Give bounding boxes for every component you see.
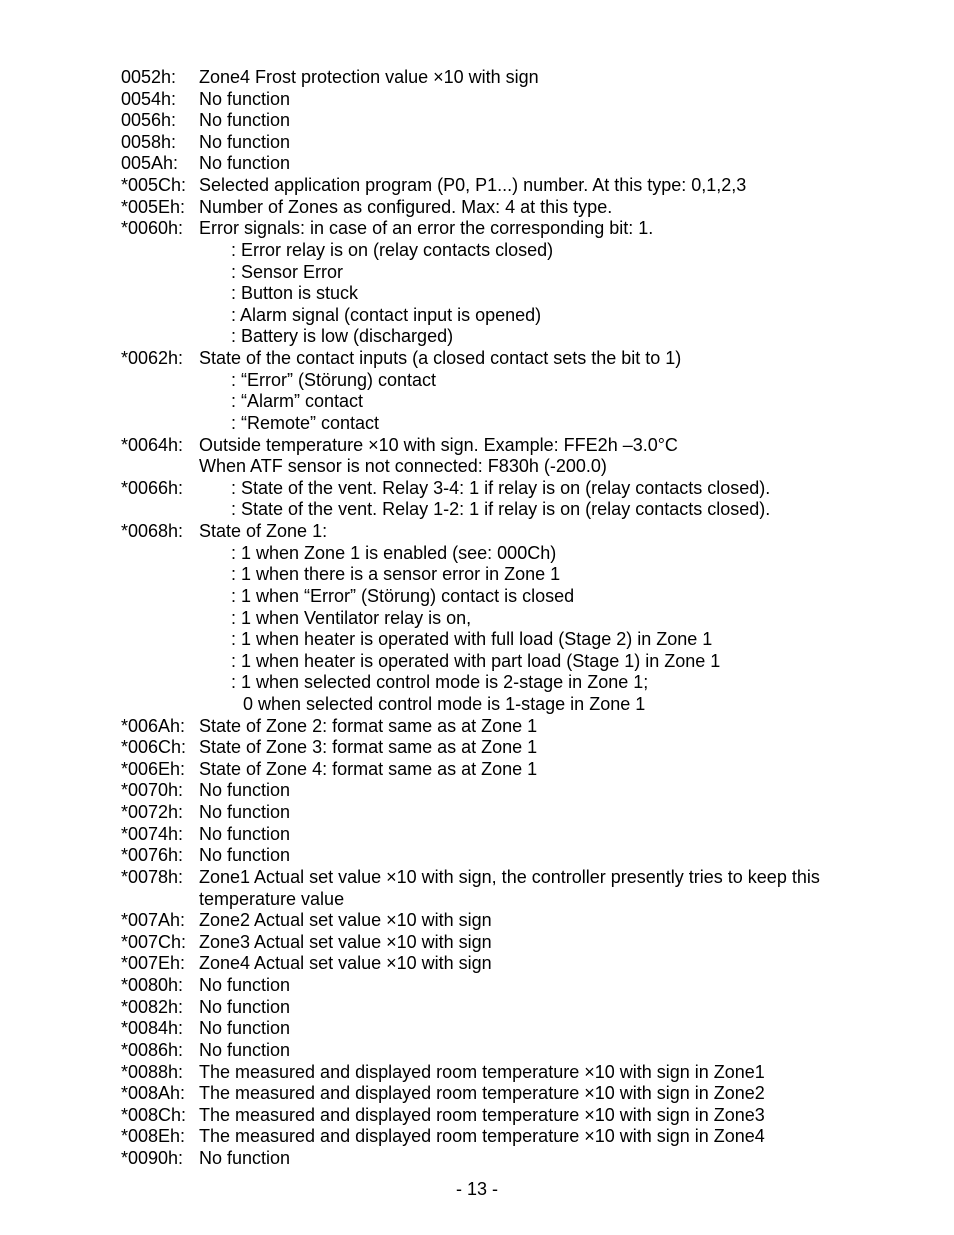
register-address: *0084h: — [121, 1018, 184, 1039]
register-description: When ATF sensor is not connected: F830h (-200.0) — [199, 456, 607, 477]
register-line — [0, 455, 954, 477]
register-address: *0062h: — [121, 348, 184, 369]
page-number: - 13 - — [455, 1179, 498, 1199]
bit-description: : Sensor Error — [231, 261, 344, 282]
register-description: State of Zone 4: format same as at Zone 1 — [199, 758, 538, 779]
bit-description: : Error relay is on (relay contacts closed) — [231, 239, 554, 260]
bit-description: : 1 when “Error” (Störung) contact is closed — [231, 585, 575, 606]
register-line — [0, 282, 954, 304]
register-description: Zone3 Actual set value ×10 with sign — [199, 931, 492, 952]
register-line — [0, 715, 954, 737]
bit-description: : 1 when Zone 1 is enabled (see: 000Ch) — [231, 542, 557, 563]
register-line — [0, 88, 954, 110]
register-line — [0, 347, 954, 369]
register-line — [0, 952, 954, 974]
register-address: *006Ch: — [121, 737, 187, 758]
register-description: State of Zone 1: — [199, 521, 328, 542]
register-line — [0, 217, 954, 239]
bit-description: : Battery is low (discharged) — [231, 326, 454, 347]
register-description: The measured and displayed room temperature ×10 with sign in Zone3 — [199, 1104, 765, 1125]
register-address: 0058h: — [121, 131, 177, 152]
register-address: *007Eh: — [121, 953, 186, 974]
bit-description: : 1 when Ventilator relay is on, — [231, 607, 472, 628]
register-line — [0, 131, 954, 153]
register-address: *0064h: — [121, 434, 184, 455]
register-line — [0, 1147, 954, 1169]
register-address: *0090h: — [121, 1148, 184, 1168]
register-line — [0, 239, 954, 261]
register-line — [0, 477, 954, 499]
bit-description: : Button is stuck — [231, 283, 359, 304]
bit-description: : 1 when there is a sensor error in Zone 1 — [231, 564, 561, 585]
register-address: *006Ah: — [121, 715, 186, 736]
register-line — [0, 671, 954, 693]
register-description: State of Zone 3: format same as at Zone 1 — [199, 737, 538, 758]
register-line — [0, 736, 954, 758]
register-line — [0, 412, 954, 434]
bit-description: : “Error” (Störung) contact — [231, 369, 437, 390]
register-description: Zone2 Actual set value ×10 with sign — [199, 910, 492, 931]
register-description: Selected application program (P0, P1...) number. At this type: 0,1,2,3 — [199, 175, 747, 196]
register-line — [0, 909, 954, 931]
bit-description: : State of the vent. Relay 3-4: 1 if relay is on (relay contacts closed). — [231, 477, 771, 498]
register-description: The measured and displayed room temperature ×10 with sign in Zone2 — [199, 1083, 765, 1104]
register-line — [0, 888, 954, 910]
register-address: 0054h: — [121, 88, 177, 109]
register-line — [0, 66, 954, 88]
register-address: *0068h: — [121, 521, 184, 542]
register-line — [0, 304, 954, 326]
register-line — [0, 542, 954, 564]
register-description: Number of Zones as configured. Max: 4 at this type. — [199, 196, 613, 217]
register-line — [0, 974, 954, 996]
register-description: No function — [199, 823, 291, 844]
register-description: Error signals: in case of an error the corresponding bit: 1. — [199, 218, 654, 239]
register-line — [0, 498, 954, 520]
register-line — [0, 996, 954, 1018]
register-line — [0, 866, 954, 888]
register-description: No function — [199, 996, 291, 1017]
register-line — [0, 369, 954, 391]
register-description: State of the contact inputs (a closed contact sets the bit to 1) — [199, 348, 682, 369]
register-address: *0060h: — [121, 218, 184, 239]
register-address: *0078h: — [121, 866, 184, 887]
register-address: *006Eh: — [121, 758, 186, 779]
register-line — [0, 758, 954, 780]
bit-description-continued: 0 when selected control mode is 1-stage in Zone 1 — [243, 693, 646, 714]
register-line — [0, 650, 954, 672]
register-line — [0, 261, 954, 283]
register-address: *005Eh: — [121, 196, 186, 217]
register-line — [0, 390, 954, 412]
register-description: No function — [199, 88, 291, 109]
register-description: temperature value — [199, 888, 345, 909]
register-line — [0, 1017, 954, 1039]
register-address: 0052h: — [121, 67, 177, 87]
register-line — [0, 434, 954, 456]
register-address: *0080h: — [121, 975, 184, 996]
register-description: No function — [199, 1018, 291, 1039]
register-line — [0, 109, 954, 131]
register-line — [0, 1082, 954, 1104]
register-line — [0, 196, 954, 218]
register-address: *008Eh: — [121, 1126, 186, 1147]
register-line — [0, 801, 954, 823]
bit-description: : 1 when heater is operated with part load (Stage 1) in Zone 1 — [231, 650, 721, 671]
register-line — [0, 931, 954, 953]
register-address: *0074h: — [121, 823, 184, 844]
register-description: No function — [199, 110, 291, 131]
register-description: The measured and displayed room temperature ×10 with sign in Zone1 — [199, 1061, 765, 1082]
bit-description: : State of the vent. Relay 1-2: 1 if relay is on (relay contacts closed). — [231, 499, 771, 520]
register-line — [0, 563, 954, 585]
register-line — [0, 152, 954, 174]
register-address: *0086h: — [121, 1039, 184, 1060]
register-address: *008Ch: — [121, 1104, 187, 1125]
register-line — [0, 174, 954, 196]
register-description: No function — [199, 845, 291, 866]
register-description: Zone4 Actual set value ×10 with sign — [199, 953, 492, 974]
register-address: *0072h: — [121, 802, 184, 823]
register-line — [0, 325, 954, 347]
register-line — [0, 585, 954, 607]
register-address: *0088h: — [121, 1061, 184, 1082]
register-line — [0, 779, 954, 801]
register-line — [0, 1039, 954, 1061]
bit-description: : 1 when heater is operated with full load (Stage 2) in Zone 1 — [231, 629, 713, 650]
bit-description: : “Alarm” contact — [231, 391, 364, 412]
register-description: No function — [199, 153, 291, 174]
register-address: *0082h: — [121, 996, 184, 1017]
register-address: *0066h: — [121, 477, 184, 498]
register-line — [0, 607, 954, 629]
register-description: The measured and displayed room temperature ×10 with sign in Zone4 — [199, 1126, 765, 1147]
register-description: No function — [199, 975, 291, 996]
register-line — [0, 1104, 954, 1126]
register-description: Outside temperature ×10 with sign. Example: FFE2h –3.0°C — [199, 434, 678, 455]
register-description: No function — [199, 1039, 291, 1060]
register-address: *008Ah: — [121, 1083, 186, 1104]
register-line — [0, 844, 954, 866]
bit-description: : “Remote” contact — [231, 412, 380, 433]
register-description: No function — [199, 780, 291, 801]
register-address: *005Ch: — [121, 175, 187, 196]
bit-description: : 1 when selected control mode is 2-stage in Zone 1; — [231, 672, 649, 693]
register-address: *0070h: — [121, 780, 184, 801]
register-address: *007Ah: — [121, 910, 186, 931]
register-line — [0, 628, 954, 650]
register-line — [0, 1125, 954, 1147]
register-address: *007Ch: — [121, 931, 187, 952]
register-address: 005Ah: — [121, 153, 179, 174]
register-description: No function — [199, 131, 291, 152]
bit-description: : Alarm signal (contact input is opened) — [231, 304, 542, 325]
register-line — [0, 693, 954, 715]
register-address: *0076h: — [121, 845, 184, 866]
register-description: No function — [199, 802, 291, 823]
register-description: Zone1 Actual set value ×10 with sign, the controller presently tries to keep this — [199, 866, 820, 887]
register-address: 0056h: — [121, 110, 177, 131]
register-description: Zone4 Frost protection value ×10 with sign — [199, 67, 539, 87]
register-description: No function — [199, 1148, 291, 1168]
register-line — [0, 520, 954, 542]
register-line — [0, 1061, 954, 1083]
register-description: State of Zone 2: format same as at Zone 1 — [199, 715, 538, 736]
register-line — [0, 823, 954, 845]
